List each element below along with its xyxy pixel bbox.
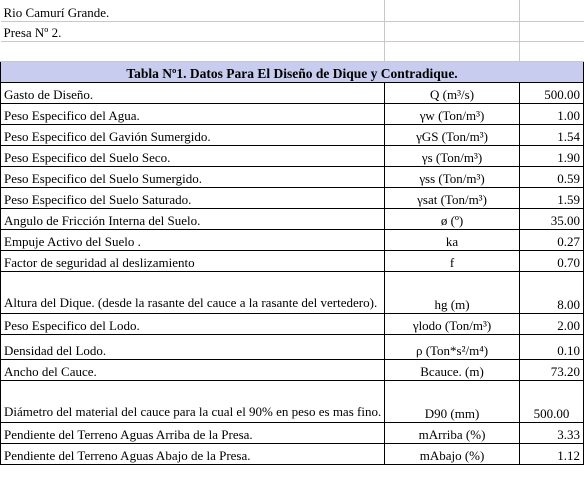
cell-empty[interactable] (385, 0, 520, 21)
cell-empty[interactable] (519, 21, 583, 41)
table-row (1, 250, 584, 271)
row-label[interactable]: Peso Especifico del Lodo. (1, 313, 385, 334)
cell-empty[interactable] (519, 41, 583, 61)
row-value[interactable]: 73.20 (519, 359, 583, 380)
row-label[interactable]: Diámetro del material del cauce para la cual el 90% en peso es mas fino. (1, 380, 385, 422)
table-row (1, 313, 584, 334)
row-label[interactable]: Pendiente del Terreno Aguas Arriba de la Presa. (1, 422, 385, 443)
cell-dam-name[interactable]: Presa Nº 2. (1, 21, 385, 41)
table-row (1, 103, 584, 124)
row-value[interactable]: 500.00 (519, 82, 583, 103)
cell-empty[interactable] (1, 41, 385, 61)
row-value[interactable]: 0.59 (519, 166, 583, 187)
table-title[interactable]: Tabla Nº1. Datos Para El Diseño de Dique y Contradique. (1, 61, 584, 82)
row-label[interactable]: Angulo de Fricción Interna del Suelo. (1, 208, 385, 229)
row-value[interactable]: 3.33 (519, 422, 583, 443)
row-symbol[interactable]: γw (Ton/m³) (385, 103, 520, 124)
row-symbol[interactable]: γsat (Ton/m³) (385, 187, 520, 208)
table-row (1, 380, 584, 422)
row-label[interactable]: Peso Especifico del Gavión Sumergido. (1, 124, 385, 145)
table-row (1, 334, 584, 359)
row-symbol[interactable]: γss (Ton/m³) (385, 166, 520, 187)
table-row (1, 422, 584, 443)
row-value[interactable]: 1.00 (519, 103, 583, 124)
cell-empty[interactable] (385, 21, 520, 41)
row-label[interactable]: Densidad del Lodo. (1, 334, 385, 359)
row-value[interactable]: 0.10 (519, 334, 583, 359)
cell-empty[interactable] (519, 0, 583, 21)
row-value[interactable]: 2.00 (519, 313, 583, 334)
row-value[interactable]: 8.00 (519, 271, 583, 313)
row-label[interactable]: Pendiente del Terreno Aguas Abajo de la Presa. (1, 443, 385, 464)
row-symbol[interactable]: Bcauce. (m) (385, 359, 520, 380)
table-row (1, 166, 584, 187)
cell-empty[interactable] (385, 41, 520, 61)
row-label[interactable]: Gasto de Diseño. (1, 82, 385, 103)
row-label[interactable]: Altura del Dique. (desde la rasante del cauce a la rasante del vertedero). (1, 271, 385, 313)
cell-river-name[interactable]: Rio Camurí Grande. (1, 0, 385, 21)
row-label[interactable]: Peso Especifico del Suelo Seco. (1, 145, 385, 166)
row-symbol[interactable]: ρ (Ton*s²/m⁴) (385, 334, 520, 359)
table-row (1, 443, 584, 464)
row-symbol[interactable]: ka (385, 229, 520, 250)
row-symbol[interactable]: mAbajo (%) (385, 443, 520, 464)
row-value[interactable]: 1.59 (519, 187, 583, 208)
table-row (1, 124, 584, 145)
row-symbol[interactable]: γs (Ton/m³) (385, 145, 520, 166)
row-symbol[interactable]: ø (º) (385, 208, 520, 229)
row-symbol[interactable]: γlodo (Ton/m³) (385, 313, 520, 334)
row-label[interactable]: Ancho del Cauce. (1, 359, 385, 380)
row-label[interactable]: Peso Especifico del Suelo Sumergido. (1, 166, 385, 187)
row-symbol[interactable]: Q (m³/s) (385, 82, 520, 103)
row-value[interactable]: 1.90 (519, 145, 583, 166)
table-row (1, 82, 584, 103)
row-value[interactable]: 0.70 (519, 250, 583, 271)
row-symbol[interactable]: D90 (mm) (385, 380, 520, 422)
row-label[interactable]: Peso Especifico del Agua. (1, 103, 385, 124)
table-row (1, 145, 584, 166)
row-value[interactable]: 35.00 (519, 208, 583, 229)
table-row (1, 208, 584, 229)
row-label[interactable]: Factor de seguridad al deslizamiento (1, 250, 385, 271)
row-value[interactable]: 1.12 (519, 443, 583, 464)
row-value[interactable]: 500.00 (519, 380, 583, 422)
row-symbol[interactable]: mArriba (%) (385, 422, 520, 443)
row-value[interactable]: 1.54 (519, 124, 583, 145)
row-label[interactable]: Peso Especifico del Suelo Saturado. (1, 187, 385, 208)
table-row (1, 271, 584, 313)
row-symbol[interactable]: hg (m) (385, 271, 520, 313)
row-symbol[interactable]: f (385, 250, 520, 271)
row-value[interactable]: 0.27 (519, 229, 583, 250)
table-row (1, 187, 584, 208)
table-row (1, 359, 584, 380)
row-label[interactable]: Empuje Activo del Suelo . (1, 229, 385, 250)
table-row (1, 229, 584, 250)
row-symbol[interactable]: γGS (Ton/m³) (385, 124, 520, 145)
